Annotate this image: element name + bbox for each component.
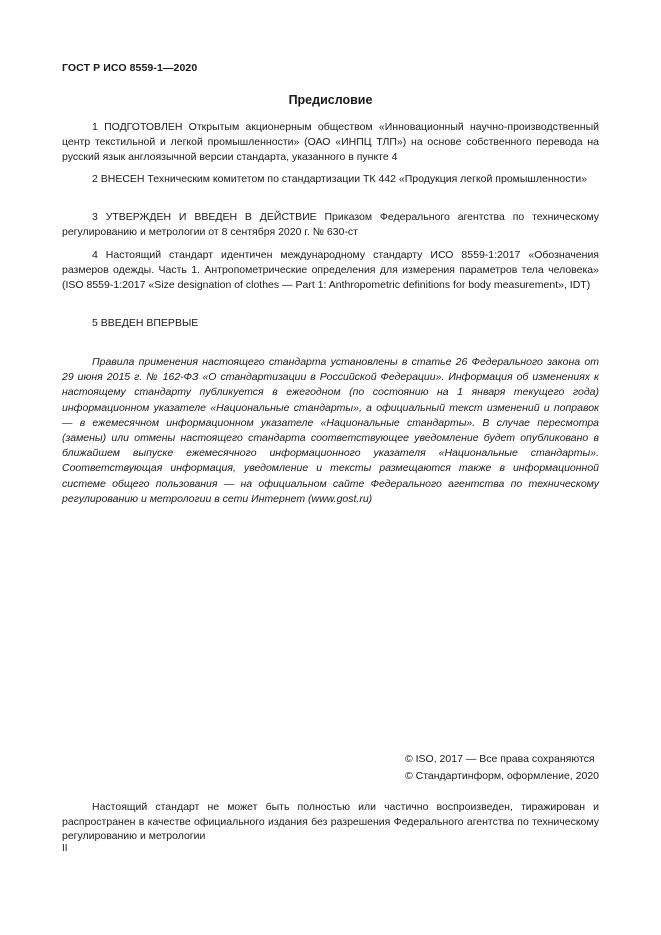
copyright-standartinform: © Стандартинформ, оформление, 2020 [404, 770, 599, 782]
page-title: Предисловие [288, 93, 373, 107]
copyright-block [405, 751, 599, 785]
document-code: ГОСТ Р ИСО 8559-1—2020 [62, 62, 198, 74]
paragraph-submitted: 2 ВНЕСЕН Техническим комитетом по стандартизации ТК 442 «Продукция легкой промышленности» [92, 173, 588, 185]
copyright-iso: © ISO, 2017 — Все права сохраняются [404, 753, 595, 765]
application-notice: Правила применения настоящего стандарта установлены в статье 26 Федерального закона от 29 июня 2015 г. № 162-ФЗ «О стандартизации в Российской Федерации». Информация об изменениях к настоящему стандарту публикуется в ежегодном (по состоянию на 1 января текущего года) информационном указателе «Национальные стандарты», а официальный текст изменений и поправок — в ежемесячном информационном указателе «Национальные стандарты». В случае пересмотра (замены) или отмены настоящего стандарта соответствующее уведомление будет опубликовано в ближайшем выпуске ежемесячного информационного указателя «Национальные стандарты». Соответствующая информация, уведомление и тексты размещаются также в информационной системе общего пользования — на официальном сайте Федерального агентства по техническому регулированию и метрологии в сети Интернет (www.gost.ru) [62, 356, 599, 505]
paragraph-identical: 4 Настоящий стандарт идентичен международному стандарту ИСО 8559-1:2017 «Обозначения размеров одежды. Часть 1. Антропометрические определения для измерения параметров тела человека» (ISO 8559-1:2017 «Size designation of clothes — Part 1: Anthropometric definitions for body measurement», IDT) [62, 249, 599, 291]
paragraph-first-introduced: 5 ВВЕДЕН ВПЕРВЫЕ [92, 317, 199, 329]
paragraph-prepared: 1 ПОДГОТОВЛЕН Открытым акционерным обществом «Инновационный научно-производственный центр текстильной и легкой промышленности» (ОАО «ИНПЦ ТЛП») на основе собственного перевода на русский язык англоязычной версии стандарта, указанного в пункте 4 [62, 121, 599, 163]
paragraph-approved: 3 УТВЕРЖДЕН И ВВЕДЕН В ДЕЙСТВИЕ Приказом Федерального агентства по техническому регулированию и метрологии от 8 сентября 2020 г. № 630-ст [62, 211, 599, 238]
page-number: II [62, 843, 68, 854]
reproduction-notice: Настоящий стандарт не может быть полностью или частично воспроизведен, тиражирован и распространен в качестве официального издания без разрешения Федерального агентства по техническому регулированию и метрологии [62, 801, 599, 842]
